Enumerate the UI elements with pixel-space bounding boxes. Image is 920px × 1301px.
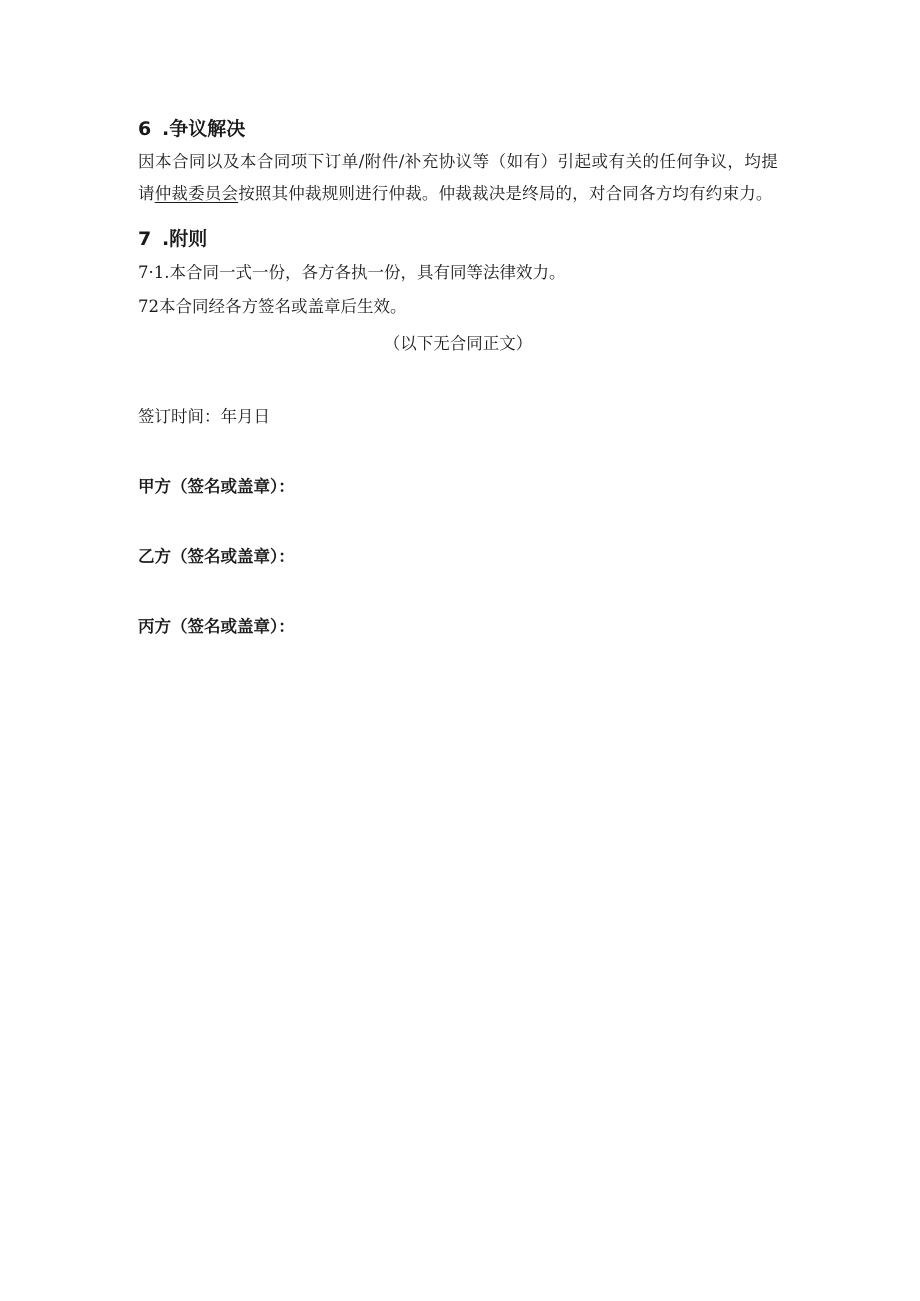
spacer (138, 504, 778, 540)
spacer (138, 364, 778, 400)
section-6-body (138, 146, 778, 210)
arbitration-committee-blank: 仲裁委员会 (154, 184, 239, 203)
clause-7-2: 72本合同经各方签名或盖章后生效。 (138, 297, 407, 316)
section-7-heading (138, 222, 778, 256)
spacer (138, 574, 778, 610)
section-6-heading (138, 112, 778, 146)
document-content (138, 112, 778, 644)
end-of-contract-note: （以下无合同正文） (383, 334, 533, 353)
spacer (138, 210, 778, 222)
section-6-title: .争议解决 (162, 118, 246, 140)
section-6-number: 6 (138, 118, 152, 140)
signing-time: 签订时间：年月日 (138, 407, 270, 426)
party-c-signature-line: 丙方（签名或盖章）： (138, 617, 295, 636)
party-b-signature-line: 乙方（签名或盖章）： (138, 547, 295, 566)
spacer (138, 434, 778, 470)
section-6-body-before: 因本合同以及本合同项下订单/附件/补充协议等（如有）引起或有关的任何争议，均提请 (138, 152, 778, 203)
section-7-title: .附则 (162, 228, 208, 250)
section-6-body-after: 按照其仲裁规则进行仲裁。仲裁裁决是终局的，对合同各方均有约束力。 (238, 184, 773, 203)
section-7-number: 7 (138, 228, 152, 250)
clause-7-1: 7·1.本合同一式一份，各方各执一份，具有同等法律效力。 (138, 263, 566, 282)
party-a-signature-line: 甲方（签名或盖章）： (138, 477, 295, 496)
